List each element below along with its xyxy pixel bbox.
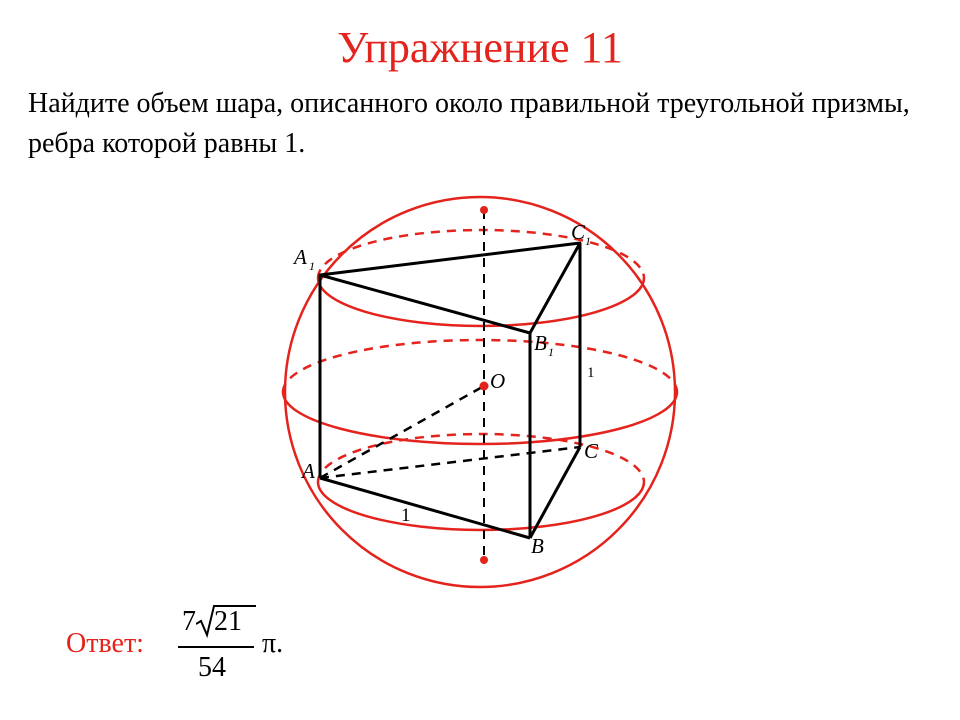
pole-top-point [480,206,488,214]
label-c: C [584,439,599,463]
label-a1-sub: 1 [309,259,315,273]
answer-coefficient: 7 [182,606,196,637]
label-a1: A [294,245,307,269]
label-edge-ab: 1 [401,505,411,526]
label-o: O [490,369,506,393]
label-b1: B [534,331,547,355]
center-point [480,382,489,391]
answer-label: Ответ: [66,628,144,659]
pole-bottom-point [480,556,488,564]
label-a: A [302,459,315,483]
edge-ac-hidden [320,447,580,478]
answer-block [66,600,466,690]
answer-denominator: 54 [198,652,226,683]
segment-ao [320,386,484,478]
edge-ab [320,478,530,538]
slide-title: Упражнение 11 [337,23,623,72]
label-edge-cc1: 1 [587,365,595,381]
label-b: B [531,534,544,558]
answer-fraction [176,600,256,690]
label-c1: C [571,220,586,244]
equator-front [283,392,677,444]
prism-top-face [320,243,580,333]
answer-radicand: 21 [214,606,242,637]
label-b1-sub: 1 [548,345,554,359]
fraction-bar [178,646,254,648]
answer-suffix: π. [262,628,284,659]
problem-statement: Найдите объем шара, описанного около правильной треугольной призмы, ребра которой равны 1. [28,88,910,159]
label-c1-sub: 1 [585,234,591,248]
